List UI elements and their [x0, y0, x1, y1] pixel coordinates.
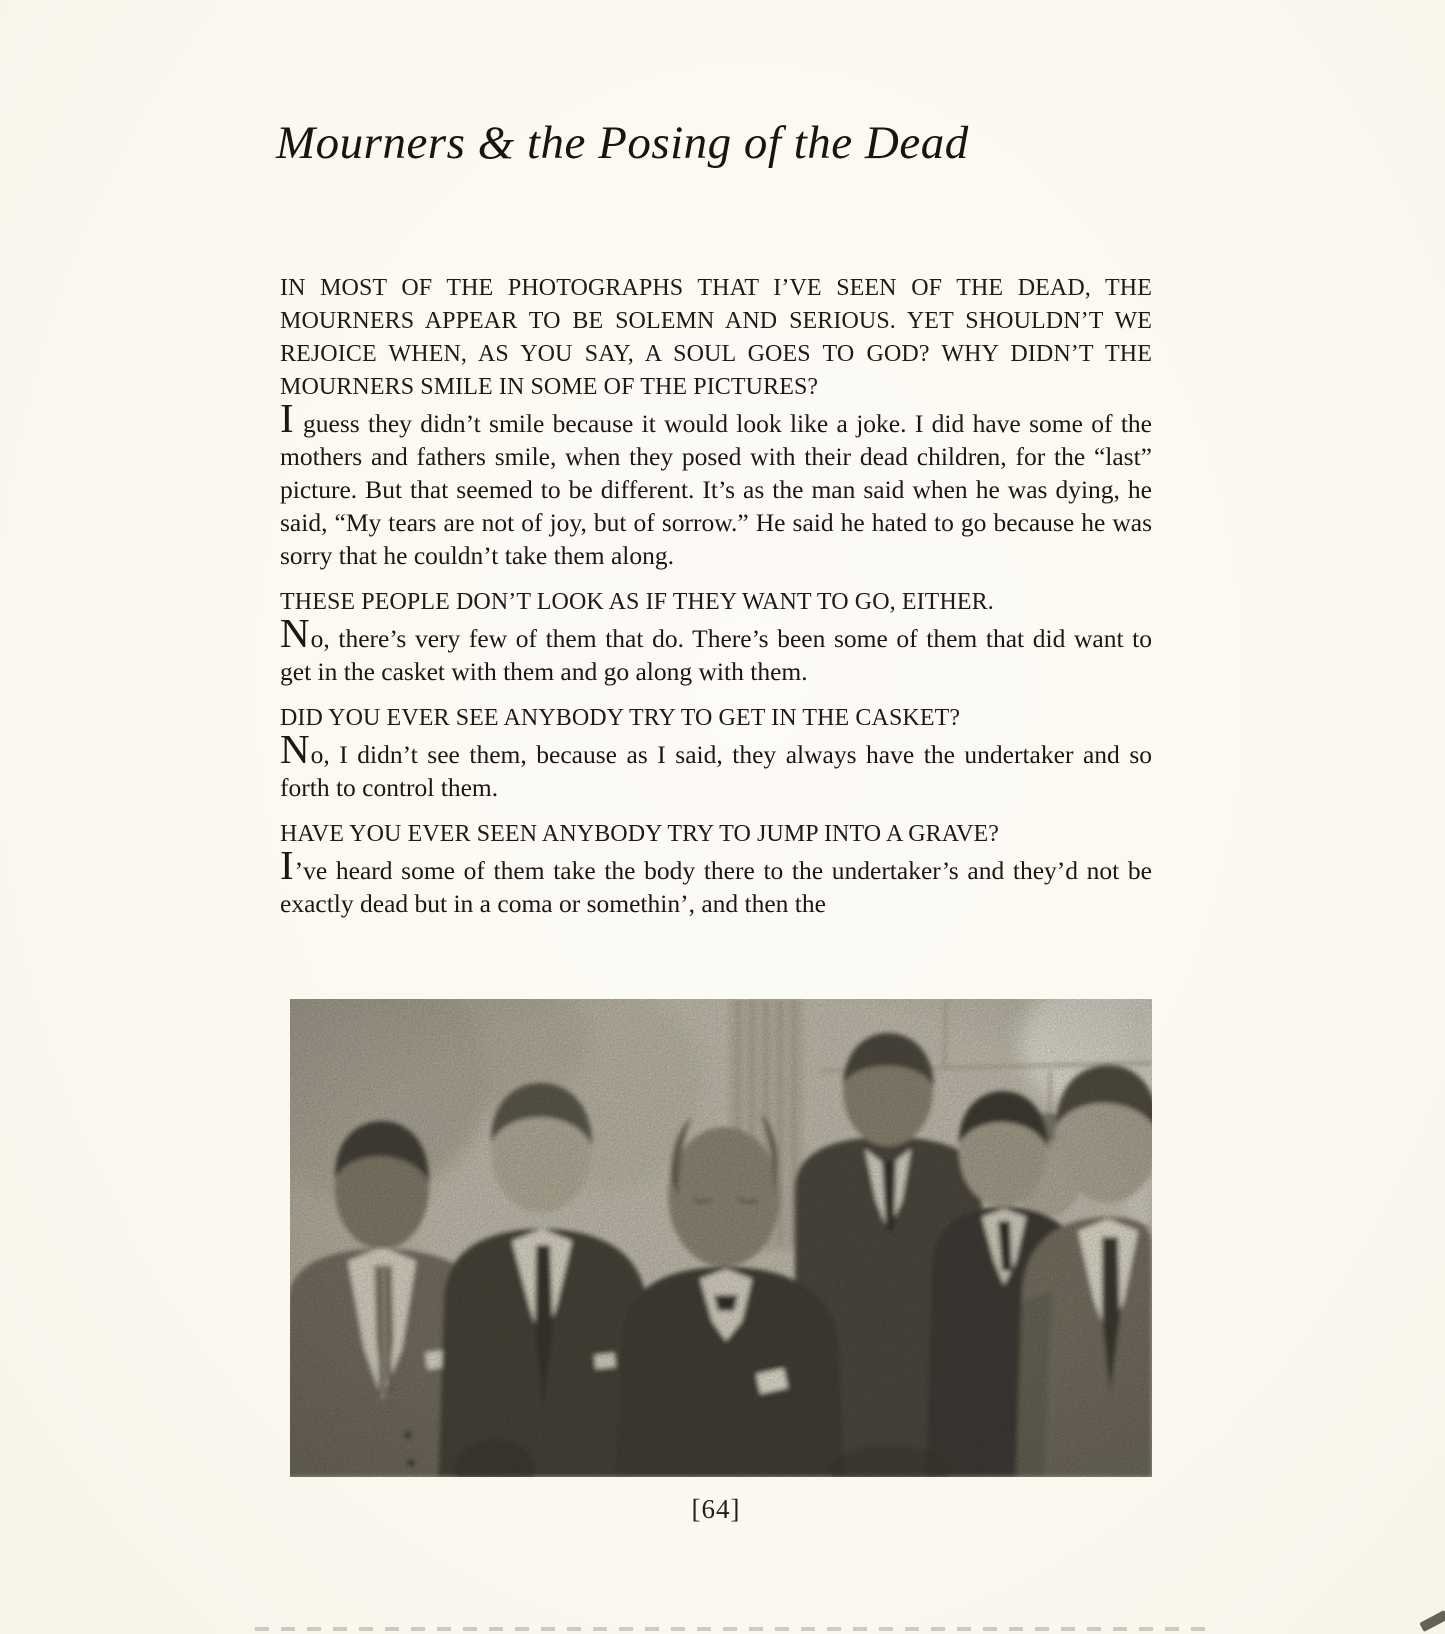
scan-edge-artifact [255, 1627, 1205, 1631]
scan-corner-mark [1419, 1610, 1445, 1632]
photo-illustration [290, 999, 1152, 1477]
answer-text: guess they didn’t smile because it would look like a joke. I did have some of the mothers and fathers smile, when they posed with their dead children, for the “last” picture. But that seemed to be different. It’s as the man said when he was dying, he said, “My tears are not of joy, but of sorrow.” He said he hated to go because he was sorry that he couldn’t take them along. [280, 409, 1152, 570]
answer-text: o, I didn’t see them, because as I said, they always have the undertaker and so forth to control them. [280, 740, 1152, 802]
interview-question-2: THESE PEOPLE DON’T LOOK AS IF THEY WANT TO GO, EITHER. [280, 589, 994, 615]
interview-text-block [280, 272, 1152, 934]
answer-initial-letter: I [280, 395, 295, 441]
answer-initial-letter: N [280, 726, 311, 772]
interview-question-4: HAVE YOU EVER SEEN ANYBODY TRY TO JUMP INTO A GRAVE? [280, 821, 1000, 847]
interview-answer-3 [280, 726, 1152, 804]
interview-answer-2 [280, 610, 1152, 688]
answer-initial-letter: N [280, 610, 311, 656]
answer-text: ’ve heard some of them take the body there to the undertaker’s and they’d not be exactly dead but in a coma or somethin’, and then the [280, 856, 1152, 918]
interview-answer-4 [280, 842, 1152, 920]
answer-text: o, there’s very few of them that do. There’s been some of them that did want to get in the casket with them and go along with them. [280, 624, 1152, 686]
funeral-mourners-group-photo [290, 999, 1152, 1477]
page-title: Mourners & the Posing of the Dead [276, 117, 969, 169]
page-number: [64] [691, 1494, 741, 1524]
interview-question-1: IN MOST OF THE PHOTOGRAPHS THAT I’VE SEEN OF THE DEAD, THE MOURNERS APPEAR TO BE SOLEMN AND SERIOUS. YET SHOULDN’T WE REJOICE WHEN, AS YOU SAY, A SOUL GOES TO GOD? WHY DIDN’T THE MOURNERS SMILE IN SOME OF THE PICTURES? [280, 275, 1152, 400]
interview-answer-1 [280, 395, 1152, 572]
answer-initial-letter: I [280, 842, 295, 888]
interview-question-3: DID YOU EVER SEE ANYBODY TRY TO GET IN THE CASKET? [280, 705, 961, 731]
